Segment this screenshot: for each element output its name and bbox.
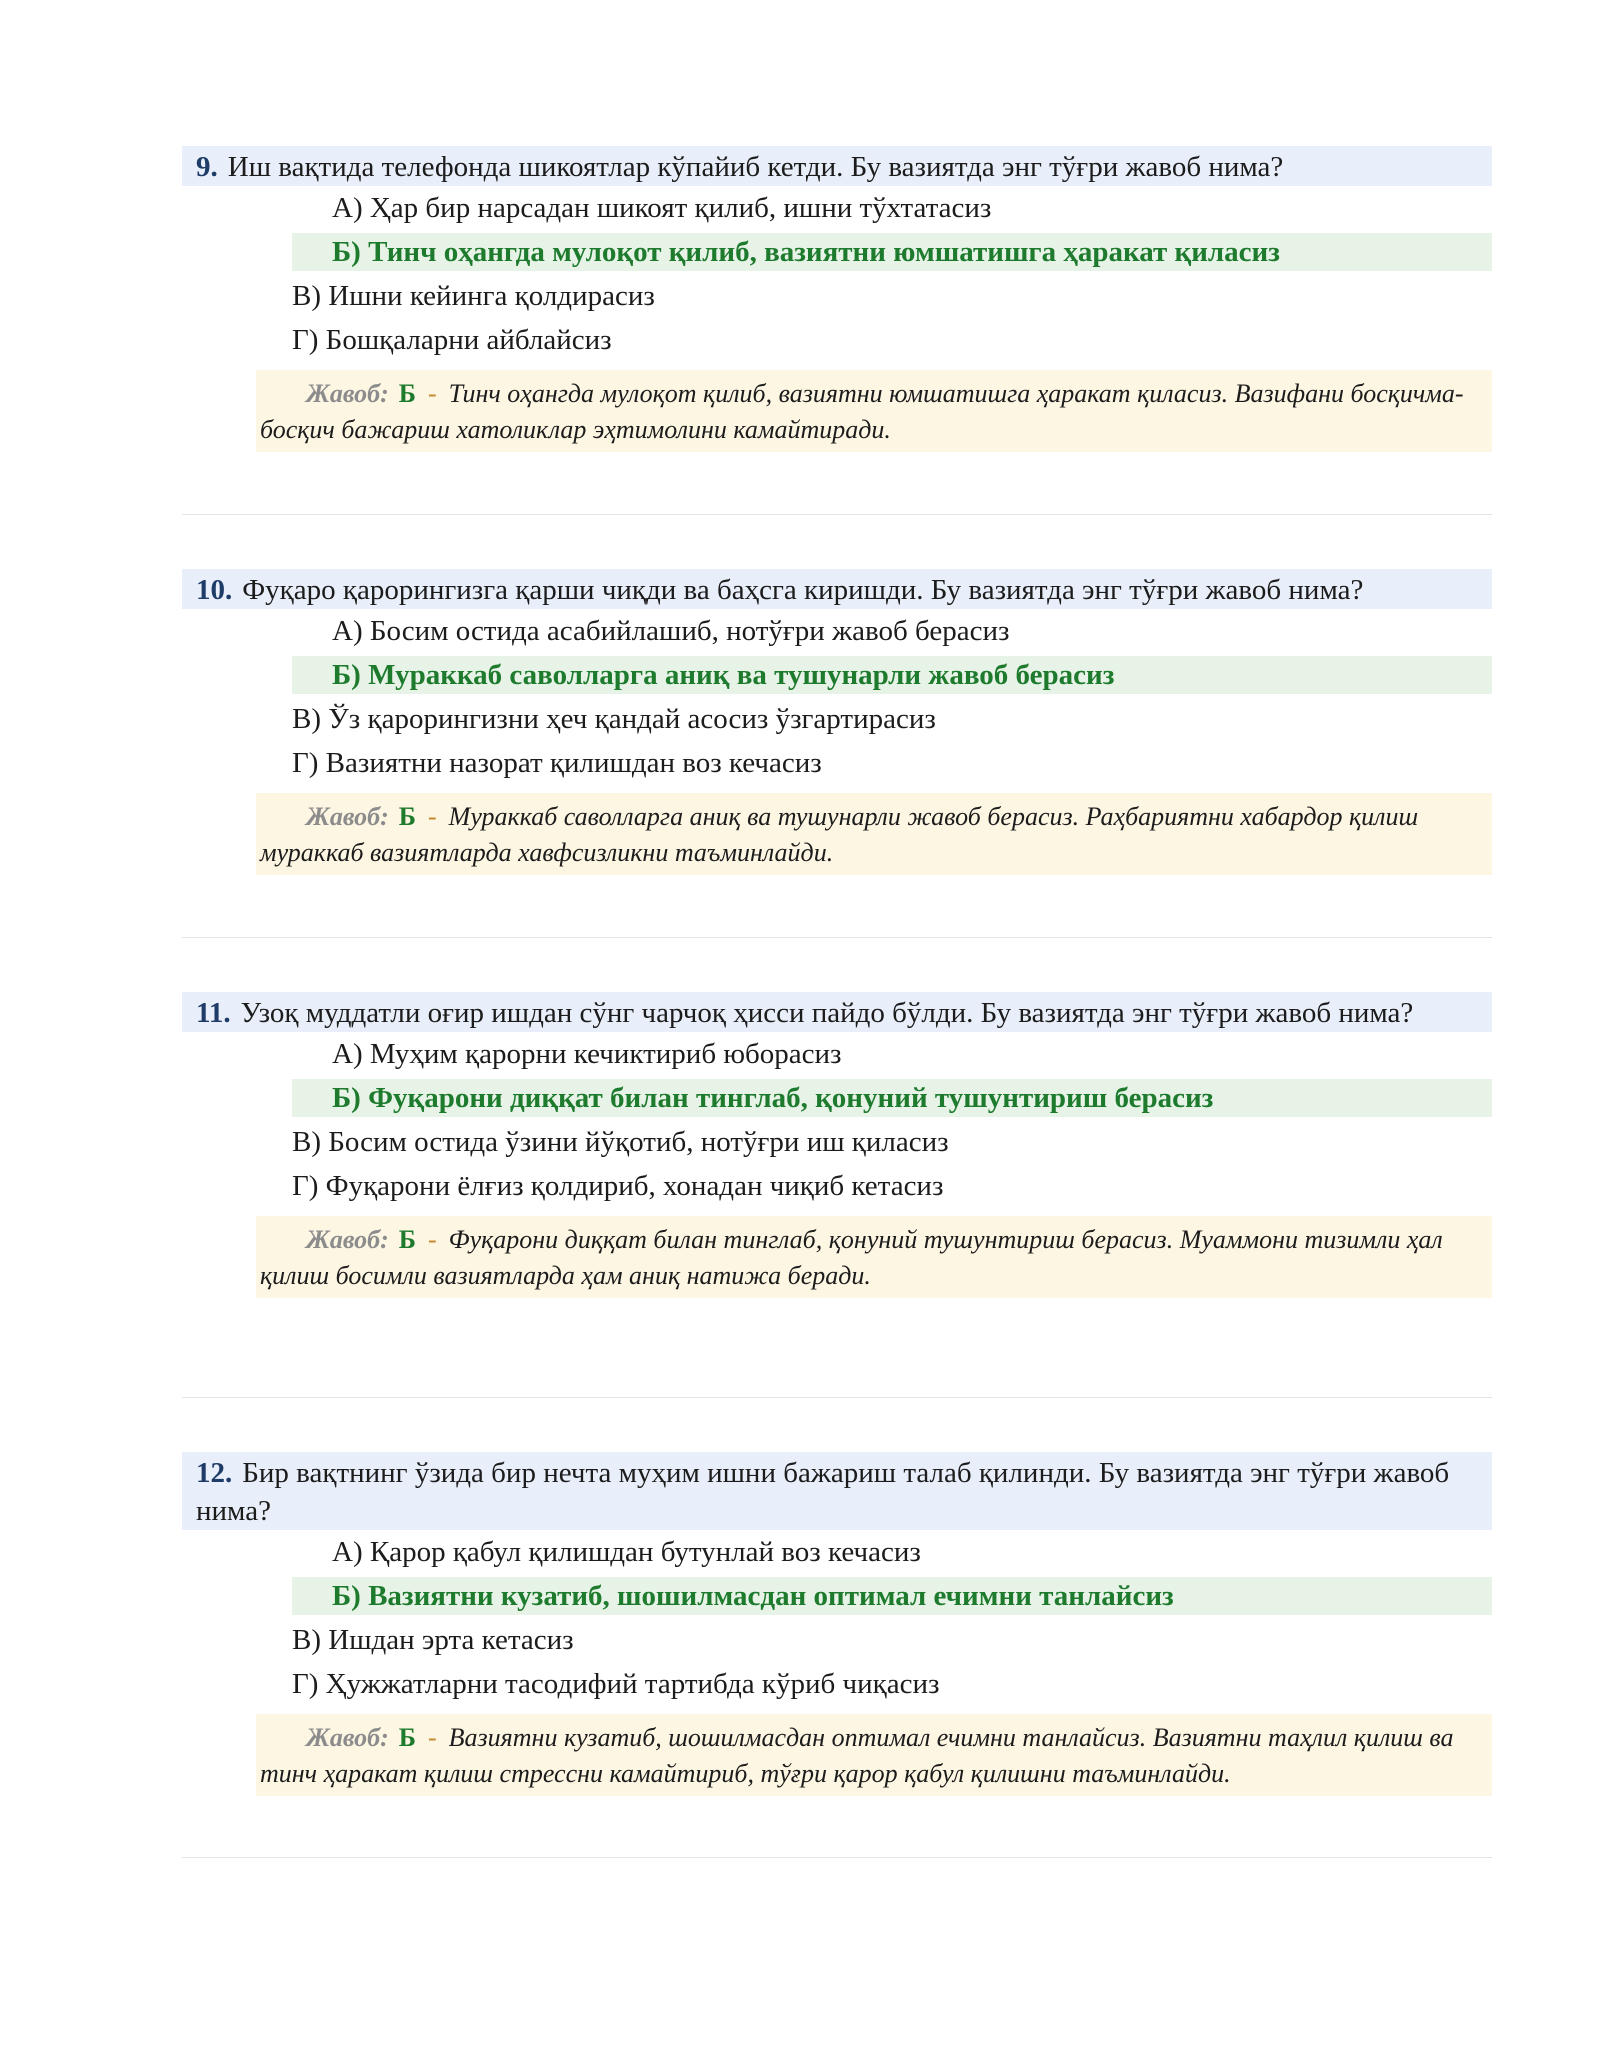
answer-letter: Б bbox=[398, 1225, 416, 1254]
answer-explanation: Тинч оҳангда мулоқот қилиб, вазиятни юмшатишга ҳаракат қиласиз. Вазифани босқичма-босқич бажариш хатоликлар эҳтимолини камайтиради. bbox=[260, 379, 1464, 444]
answer-label: Жавоб: bbox=[306, 802, 389, 831]
option-b-correct: Б) Мураккаб саволларга аниқ ва тушунарли жавоб берасиз bbox=[292, 656, 1492, 694]
answer-dash: - bbox=[427, 1225, 437, 1254]
answer-box bbox=[256, 1714, 1492, 1796]
question-block bbox=[182, 569, 1492, 992]
answer-dash: - bbox=[427, 802, 437, 831]
question-number: 9. bbox=[196, 151, 218, 183]
question-header bbox=[182, 569, 1492, 609]
answer-label: Жавоб: bbox=[306, 379, 389, 408]
question-block bbox=[182, 992, 1492, 1452]
divider bbox=[182, 1397, 1492, 1398]
answer-letter: Б bbox=[398, 1723, 416, 1752]
option-d: Г) Вазиятни назорат қилишдан воз кечасиз bbox=[292, 747, 822, 779]
option-d: Г) Бошқаларни айблайсиз bbox=[292, 324, 612, 356]
option-b-correct: Б) Вазиятни кузатиб, шошилмасдан оптимал ечимни танлайсиз bbox=[292, 1577, 1492, 1615]
answer-box bbox=[256, 370, 1492, 452]
question-number: 11. bbox=[196, 997, 231, 1029]
answer-label: Жавоб: bbox=[306, 1225, 389, 1254]
answer-box bbox=[256, 793, 1492, 875]
answer-explanation: Фуқарони диққат билан тинглаб, қонуний тушунтириш берасиз. Муаммони тизимли ҳал қилиш босимли вазиятларда ҳам аниқ натижа беради. bbox=[260, 1225, 1443, 1290]
answer-letter: Б bbox=[398, 379, 416, 408]
question-number: 10. bbox=[196, 574, 233, 606]
question-block bbox=[182, 1452, 1492, 1912]
answer-label: Жавоб: bbox=[306, 1723, 389, 1752]
option-b-correct: Б) Тинч оҳангда мулоқот қилиб, вазиятни юмшатишга ҳаракат қиласиз bbox=[292, 233, 1492, 271]
option-a: А) Муҳим қарорни кечиктириб юборасиз bbox=[332, 1038, 842, 1070]
question-text: Фуқаро қарорингизга қарши чиқди ва баҳсга киришди. Бу вазиятда энг тўғри жавоб нима? bbox=[242, 574, 1364, 606]
answer-box bbox=[256, 1216, 1492, 1298]
option-c: В) Ўз қарорингизни ҳеч қандай асосиз ўзгартирасиз bbox=[292, 703, 936, 735]
option-d: Г) Ҳужжатларни тасодифий тартибда кўриб чиқасиз bbox=[292, 1668, 940, 1700]
option-a: А) Босим остида асабийлашиб, нотўғри жавоб берасиз bbox=[332, 615, 1010, 647]
option-a: А) Қарор қабул қилишдан бутунлай воз кечасиз bbox=[332, 1536, 921, 1568]
answer-dash: - bbox=[427, 379, 437, 408]
question-text: Бир вақтнинг ўзида бир нечта муҳим ишни бажариш талаб қилинди. Бу вазиятда энг тўғри жавоб нима? bbox=[196, 1457, 1450, 1527]
answer-dash: - bbox=[427, 1723, 437, 1752]
question-block bbox=[182, 146, 1492, 569]
question-text: Узоқ муддатли оғир ишдан сўнг чарчоқ ҳисси пайдо бўлди. Бу вазиятда энг тўғри жавоб нима? bbox=[240, 997, 1414, 1029]
option-a: А) Ҳар бир нарсадан шикоят қилиб, ишни тўхтатасиз bbox=[332, 192, 992, 224]
option-c: В) Босим остида ўзини йўқотиб, нотўғри иш қиласиз bbox=[292, 1126, 949, 1158]
question-number: 12. bbox=[196, 1457, 233, 1489]
divider bbox=[182, 1857, 1492, 1858]
option-d: Г) Фуқарони ёлғиз қолдириб, хонадан чиқиб кетасиз bbox=[292, 1170, 944, 1202]
option-b-correct: Б) Фуқарони диққат билан тинглаб, қонуний тушунтириш берасиз bbox=[292, 1079, 1492, 1117]
option-c: В) Ишдан эрта кетасиз bbox=[292, 1624, 574, 1656]
question-header bbox=[182, 146, 1492, 186]
question-header bbox=[182, 992, 1492, 1032]
question-text: Иш вақтида телефонда шикоятлар кўпайиб кетди. Бу вазиятда энг тўғри жавоб нима? bbox=[227, 151, 1284, 183]
divider bbox=[182, 514, 1492, 515]
answer-explanation: Вазиятни кузатиб, шошилмасдан оптимал ечимни танлайсиз. Вазиятни таҳлил қилиш ва тинч ҳаракат қилиш стрессни камайтириб, тўғри қарор қабул қилишни таъминлайди. bbox=[260, 1723, 1454, 1788]
divider bbox=[182, 937, 1492, 938]
answer-letter: Б bbox=[398, 802, 416, 831]
option-c: В) Ишни кейинга қолдирасиз bbox=[292, 280, 655, 312]
answer-explanation: Мураккаб саволларга аниқ ва тушунарли жавоб берасиз. Раҳбариятни хабардор қилиш мураккаб вазиятларда хавфсизликни таъминлайди. bbox=[260, 802, 1419, 867]
question-header bbox=[182, 1452, 1492, 1530]
quiz-page bbox=[182, 146, 1492, 1912]
